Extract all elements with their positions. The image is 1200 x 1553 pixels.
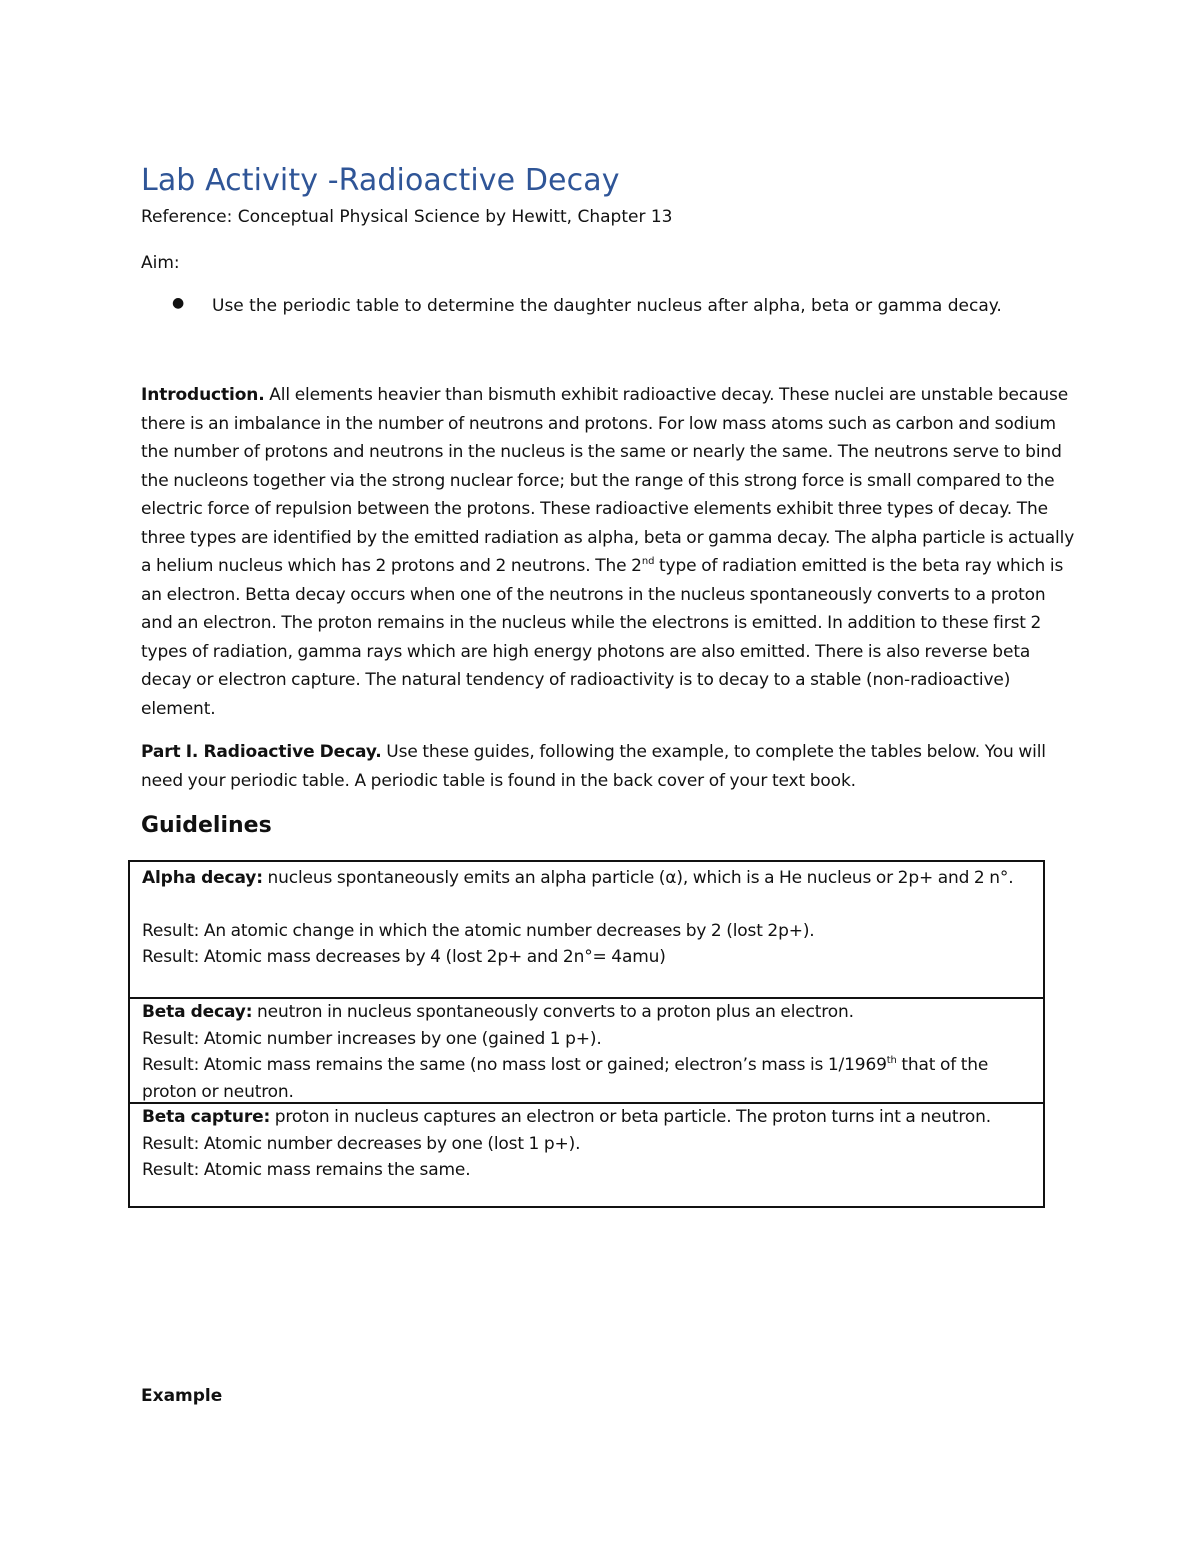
example-label: Example (141, 1386, 223, 1406)
alpha-decay-description (142, 865, 1033, 892)
guidelines-heading: Guidelines (141, 813, 272, 838)
beta-decay-description (142, 999, 1033, 1026)
guidelines-table (128, 860, 1045, 1208)
beta-capture-result-1: Result: Atomic number decreases by one (lost 1 p+). (142, 1133, 581, 1154)
part1-paragraph (141, 738, 1076, 795)
beta-capture-result-2: Result: Atomic mass remains the same. (142, 1160, 471, 1180)
beta-capture-cell (130, 1102, 1043, 1206)
introduction-text-2: type of radiation emitted is the beta ray which is an electron. Betta decay occurs when one of the neutrons in the nucleus spontaneously converts to a proton and an electron. The proton remains in the nucleus while the electrons is emitted. In addition to these first 2 types of radiation, gamma rays which are high energy photons are also emitted. There is also reverse beta decay or electron capture. The natural tendency of radioactivity is to decay to a stable (non-radioactive) element. (141, 556, 1064, 719)
beta-decay-superscript: th (886, 1055, 897, 1066)
beta-capture-text: proton in nucleus captures an electron or beta particle. The proton turns int a neutron. (270, 1107, 991, 1127)
beta-capture-label: Beta capture: (142, 1107, 271, 1127)
alpha-decay-label: Alpha decay: (142, 868, 263, 888)
alpha-decay-result-1: Result: An atomic change in which the atomic number decreases by 2 (lost 2p+). (142, 920, 815, 941)
part1-text: Use these guides, following the example, to complete the tables below. You will need your periodic table. A periodic table is found in the back cover of your text book. (141, 742, 1046, 791)
aim-label: Aim: (141, 253, 180, 273)
alpha-decay-text: nucleus spontaneously emits an alpha particle (α), which is a He nucleus or 2p+ and 2 n°. (262, 868, 1014, 888)
introduction-superscript: nd (641, 556, 655, 567)
aim-item: ● Use the periodic table to determine the daughter nucleus after alpha, beta or gamma decay. (172, 296, 1002, 316)
part1-label: Part I. Radioactive Decay. (141, 742, 382, 762)
beta-decay-result-1: Result: Atomic number increases by one (gained 1 p+). (142, 1028, 602, 1049)
introduction-paragraph (141, 381, 1076, 723)
beta-decay-result-2 (142, 1052, 1033, 1105)
introduction-label: Introduction. (141, 385, 265, 405)
reference-line: Reference: Conceptual Physical Science by Hewitt, Chapter 13 (141, 207, 673, 227)
beta-decay-result-2b: that of the proton or neutron. (142, 1055, 989, 1102)
beta-capture-description (142, 1104, 1033, 1131)
alpha-decay-cell (130, 865, 1043, 995)
beta-decay-cell (130, 997, 1043, 1102)
beta-decay-label: Beta decay: (142, 1002, 253, 1022)
introduction-text-1: All elements heavier than bismuth exhibit radioactive decay. These nuclei are unstable because there is an imbalance in the number of neutrons and protons. For low mass atoms such as carbon and sodium the number of protons and neutrons in the nucleus is the same or nearly the same. The neutrons serve to bind the nucleons together via the strong nuclear force; but the range of this strong force is small compared to the electric force of repulsion between the protons. These radioactive elements exhibit three types of decay. The three types are identified by the emitted radiation as alpha, beta or gamma decay. The alpha particle is actually a helium nucleus which has 2 protons and 2 neutrons. The 2 (141, 385, 1075, 576)
beta-decay-result-2a: Result: Atomic mass remains the same (no mass lost or gained; electron’s mass is 1/1969 (142, 1055, 887, 1075)
alpha-decay-result-2: Result: Atomic mass decreases by 4 (lost 2p+ and 2n°= 4amu) (142, 947, 666, 967)
aim-list (172, 296, 1002, 316)
beta-decay-text: neutron in nucleus spontaneously converts to a proton plus an electron. (252, 1002, 854, 1022)
document-title: Lab Activity -Radioactive Decay (141, 163, 620, 198)
